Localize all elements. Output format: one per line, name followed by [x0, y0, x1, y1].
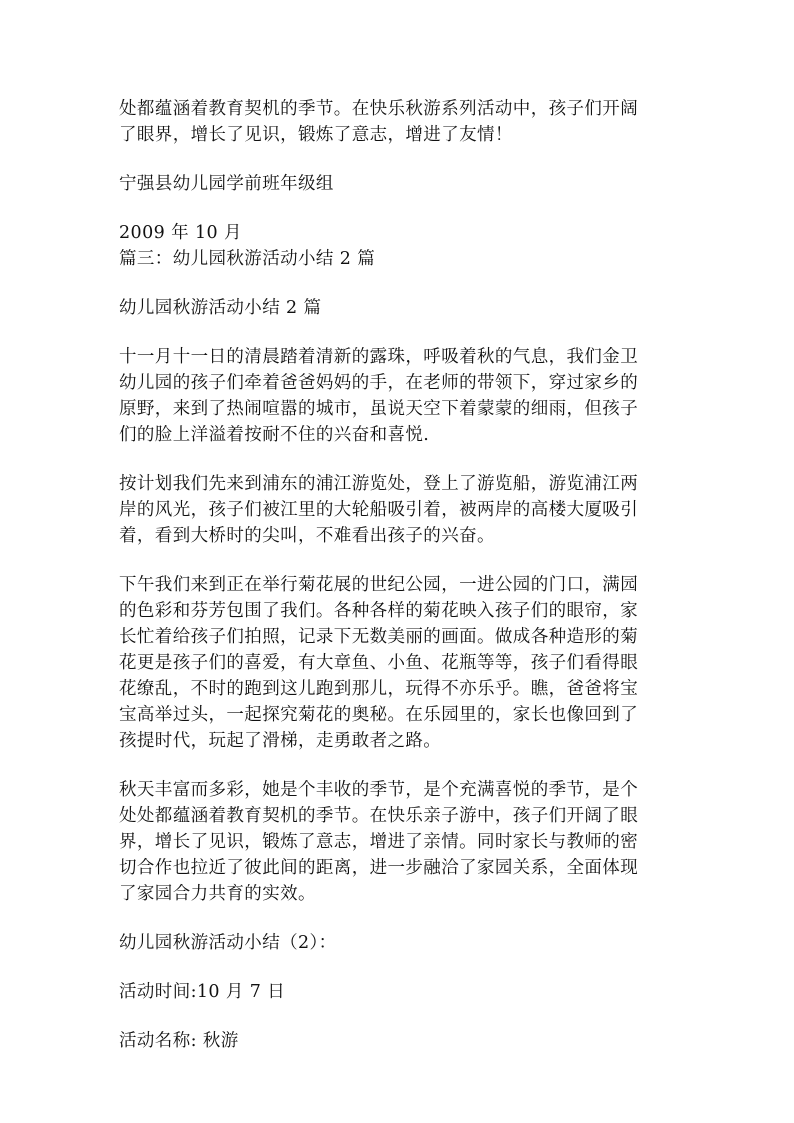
text-line: 幼儿园秋游活动小结（2）： — [119, 933, 337, 953]
text-line: 按计划我们先来到浦东的浦江游览处，登上了游览船，游览浦江两 — [119, 474, 639, 494]
text-line: 活动名称: 秋游 — [119, 1031, 239, 1051]
text-line: 原野，来到了热闹喧嚣的城市，虽说天空下着蒙蒙的细雨，但孩子 — [119, 399, 639, 419]
activity-time — [119, 979, 679, 1005]
paragraph-conclusion — [119, 777, 679, 907]
text-line: 处处都蕴涵着教育契机的季节。在快乐亲子游中，孩子们开阔了眼 — [119, 806, 639, 826]
date-line: 2009 年 10 月 — [119, 223, 242, 243]
article-title — [119, 295, 679, 321]
author-line — [119, 171, 679, 197]
text-line: 幼儿园的孩子们牵着爸爸妈妈的手，在老师的带领下，穿过家乡的 — [119, 373, 639, 393]
text-line: 岸的风光，孩子们被江里的大轮船吸引着，被两岸的高楼大厦吸引 — [119, 500, 639, 520]
text-line: 秋天丰富而多彩，她是个丰收的季节，是个充满喜悦的季节，是个 — [119, 780, 639, 800]
paragraph-intro-end — [119, 96, 679, 148]
text-line: 下午我们来到正在举行菊花展的世纪公园，一进公园的门口，满园 — [119, 575, 639, 595]
text-line: 孩提时代，玩起了滑梯，走勇敢者之路。 — [119, 731, 442, 751]
text-line: 花更是孩子们的喜爱，有大章鱼、小鱼、花瓶等等，孩子们看得眼 — [119, 653, 639, 673]
text-line: 了家园合力共育的实效。 — [119, 884, 316, 904]
text-line: 宝高举过头，一起探究菊花的奥秘。在乐园里的，家长也像回到了 — [119, 705, 639, 725]
text-line: 处都蕴涵着教育契机的季节。在快乐秋游系列活动中，孩子们开阔 — [119, 99, 639, 119]
text-line: 界，增长了见识，锻炼了意志，增进了亲情。同时家长与教师的密 — [119, 832, 639, 852]
text-line: 的色彩和芬芳包围了我们。各种各样的菊花映入孩子们的眼帘，家 — [119, 601, 639, 621]
paragraph-morning — [119, 344, 679, 448]
paragraph-park — [119, 572, 679, 754]
text-line: 幼儿园秋游活动小结 2 篇 — [119, 298, 322, 318]
document-page — [119, 96, 679, 1054]
text-line: 了眼界，增长了见识，锻炼了意志，增进了友情！ — [119, 125, 513, 145]
text-line: 十一月十一日的清晨踏着清新的露珠，呼吸着秋的气息，我们金卫 — [119, 347, 639, 367]
section-heading: 篇三：幼儿园秋游活动小结 2 篇 — [119, 249, 376, 269]
text-line: 切合作也拉近了彼此间的距离，进一步融洽了家园关系，全面体现 — [119, 858, 639, 878]
text-line: 长忙着给孩子们拍照，记录下无数美丽的画面。做成各种造形的菊 — [119, 627, 639, 647]
date-and-heading — [119, 220, 679, 272]
subsection-title — [119, 930, 679, 956]
text-line: 活动时间:10 月 7 日 — [119, 982, 286, 1002]
text-line: 们的脸上洋溢着按耐不住的兴奋和喜悦. — [119, 425, 430, 445]
text-line: 宁强县幼儿园学前班年级组 — [119, 174, 334, 194]
paragraph-river-tour — [119, 471, 679, 549]
text-line: 花缭乱，不时的跑到这儿跑到那儿，玩得不亦乐乎。瞧，爸爸将宝 — [119, 679, 639, 699]
text-line: 着，看到大桥时的尖叫，不难看出孩子的兴奋。 — [119, 526, 495, 546]
activity-name — [119, 1028, 679, 1054]
